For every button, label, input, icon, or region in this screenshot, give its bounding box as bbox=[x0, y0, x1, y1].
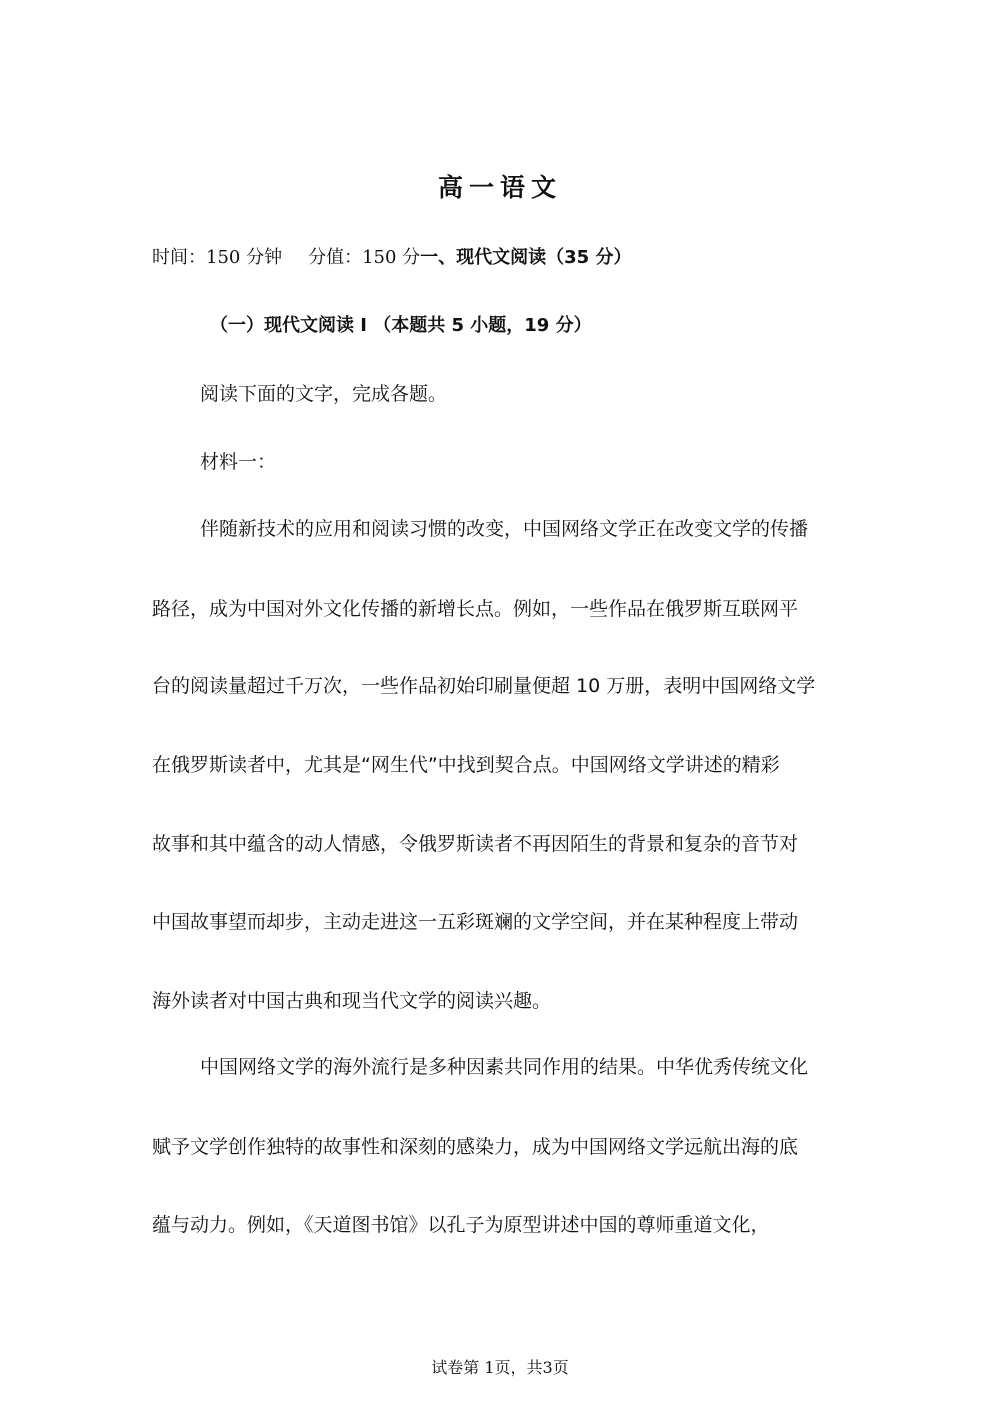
subsection-heading: （一）现代文阅读 I （本题共 5 小题，19 分） bbox=[210, 315, 592, 336]
instruction-text: 阅读下面的文字，完成各题。 bbox=[200, 383, 448, 405]
page-title: 高一语文 bbox=[437, 173, 562, 202]
section-heading: 一、现代文阅读（35 分） bbox=[420, 247, 632, 268]
exam-time: 时间：150 分钟 bbox=[152, 247, 283, 268]
paragraph-line: 在俄罗斯读者中，尤其是“网生代”中找到契合点。中国网络文学讲述的精彩 bbox=[152, 754, 780, 776]
paragraph-line: 赋予文学创作独特的故事性和深刻的感染力，成为中国网络文学远航出海的底 bbox=[152, 1136, 799, 1158]
paragraph-line: 伴随新技术的应用和阅读习惯的改变，中国网络文学正在改变文学的传播 bbox=[200, 518, 809, 540]
exam-meta bbox=[152, 243, 631, 269]
paragraph-line: 蕴与动力。例如，《天道图书馆》以孔子为原型讲述中国的尊师重道文化， bbox=[152, 1214, 770, 1236]
paragraph-line: 路径，成为中国对外文化传播的新增长点。例如，一些作品在俄罗斯互联网平 bbox=[152, 598, 799, 620]
paragraph-line: 故事和其中蕴含的动人情感，令俄罗斯读者不再因陌生的背景和复杂的音节对 bbox=[152, 833, 799, 855]
exam-score: 分值：150 分 bbox=[308, 247, 421, 268]
paragraph-line: 海外读者对中国古典和现当代文学的阅读兴趣。 bbox=[152, 990, 552, 1012]
paragraph-line: 台的阅读量超过千万次，一些作品初始印刷量便超 10 万册，表明中国网络文学 bbox=[152, 675, 816, 697]
material-label: 材料一： bbox=[200, 451, 277, 473]
paragraph-line: 中国网络文学的海外流行是多种因素共同作用的结果。中华优秀传统文化 bbox=[200, 1056, 809, 1078]
page-footer: 试卷第 1页，共3页 bbox=[431, 1358, 569, 1377]
paragraph-line: 中国故事望而却步，主动走进这一五彩斑斓的文学空间，并在某种程度上带动 bbox=[152, 911, 799, 933]
